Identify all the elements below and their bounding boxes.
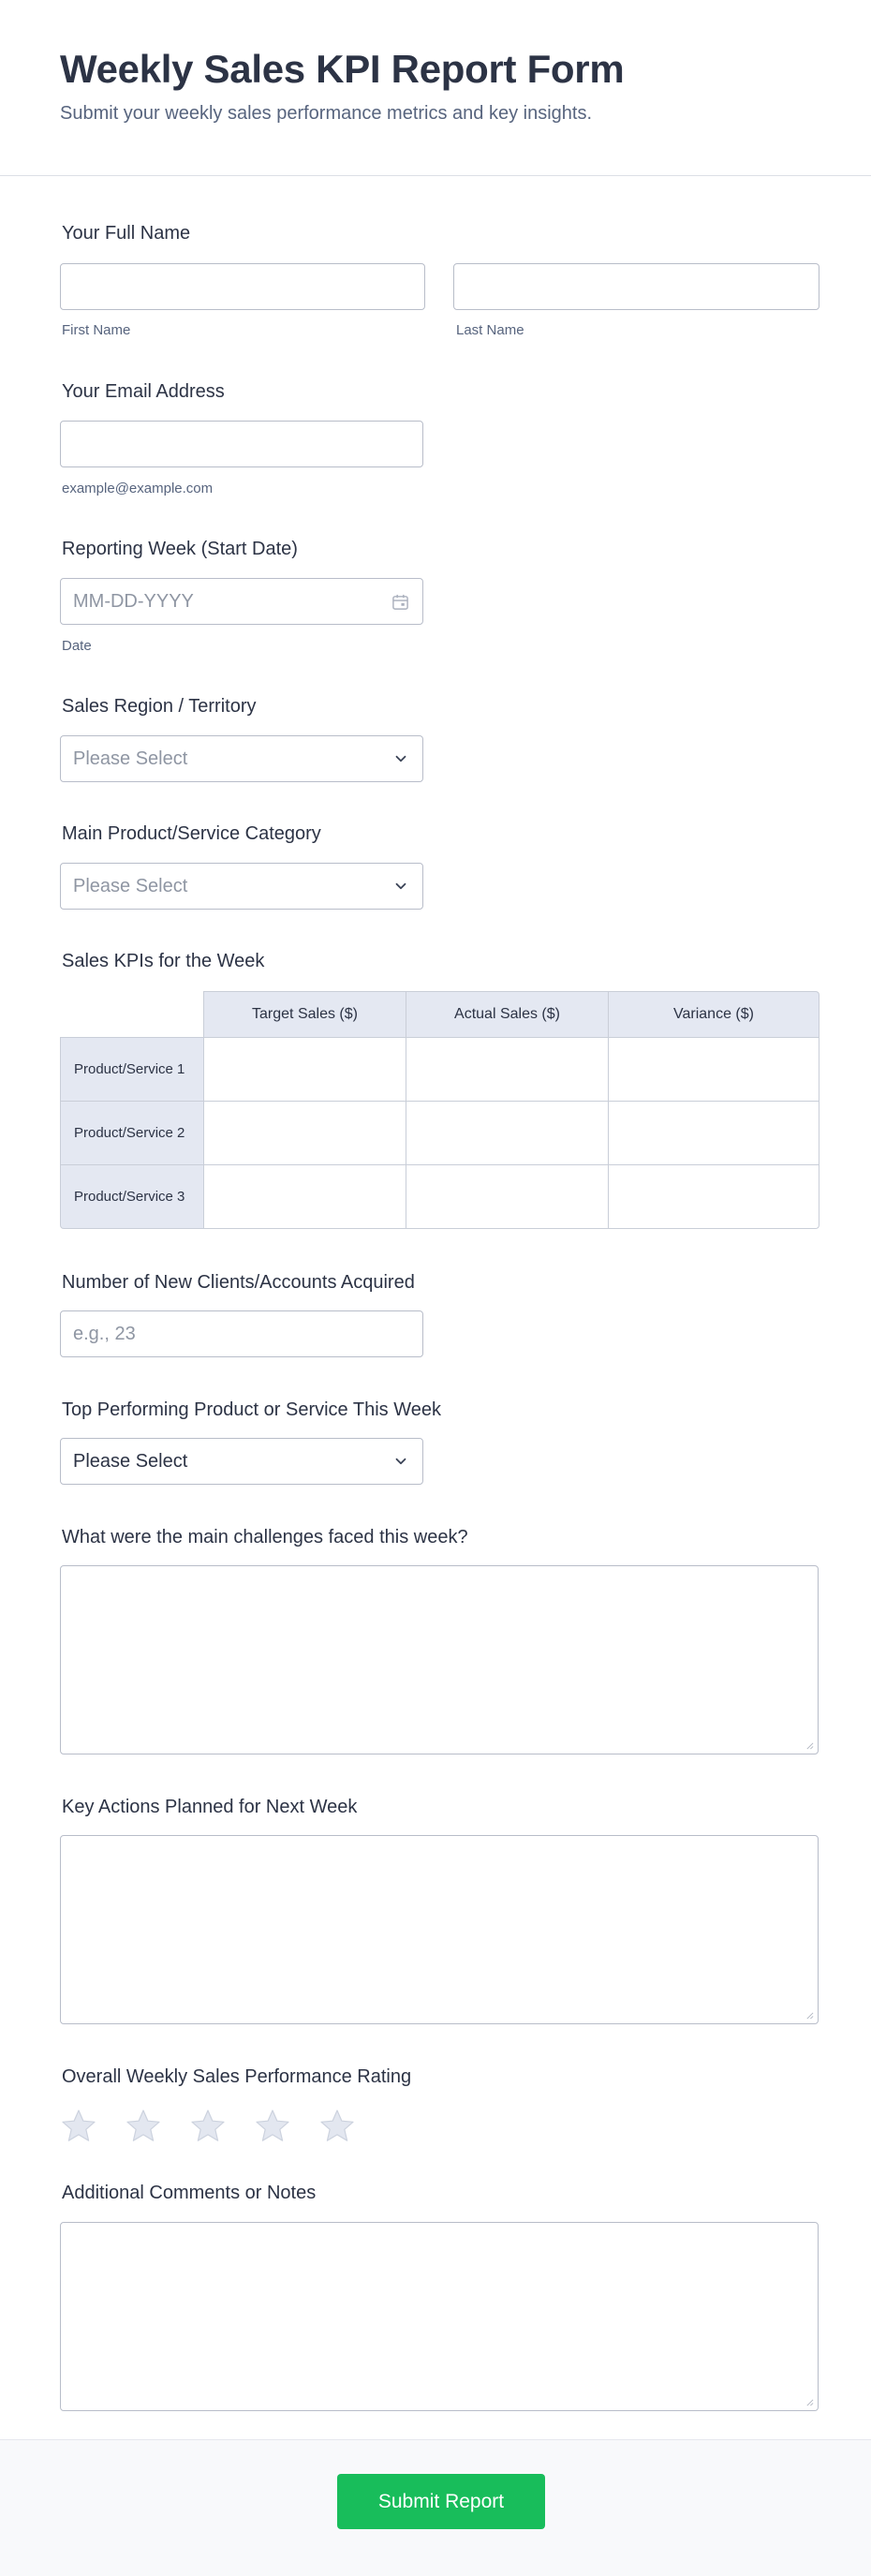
kpi-column-header: Variance ($) — [609, 991, 819, 1038]
kpi-corner-cell — [60, 991, 204, 1038]
star-icon[interactable] — [254, 2108, 291, 2145]
star-icon[interactable] — [189, 2108, 227, 2145]
kpi-cell-input[interactable] — [406, 1102, 609, 1165]
rating-label: Overall Weekly Sales Performance Rating — [62, 2066, 412, 2087]
comments-label: Additional Comments or Notes — [62, 2183, 317, 2203]
email-label: Your Email Address — [62, 381, 225, 402]
reporting-week-label: Reporting Week (Start Date) — [62, 539, 298, 559]
comments-textarea[interactable] — [60, 2222, 819, 2411]
resize-handle-icon[interactable] — [805, 2398, 814, 2406]
new-clients-label: Number of New Clients/Accounts Acquired — [62, 1272, 415, 1293]
kpi-column-header: Actual Sales ($) — [406, 991, 609, 1038]
new-clients-input[interactable] — [60, 1310, 423, 1357]
region-select[interactable] — [60, 735, 423, 782]
date-sublabel: Date — [62, 638, 92, 654]
star-icon[interactable] — [318, 2108, 356, 2145]
full-name-label: Your Full Name — [62, 223, 191, 244]
new-clients-placeholder: e.g., 23 — [73, 1323, 136, 1344]
first-name-sublabel: First Name — [62, 322, 131, 338]
top-product-label: Top Performing Product or Service This Week — [62, 1399, 441, 1420]
kpi-cell-input[interactable] — [204, 1038, 406, 1102]
kpi-cell-input[interactable] — [609, 1038, 819, 1102]
category-select[interactable] — [60, 863, 423, 910]
kpi-row-header: Product/Service 3 — [60, 1165, 204, 1229]
kpi-matrix-table — [60, 991, 819, 1229]
category-label: Main Product/Service Category — [62, 823, 321, 844]
region-label: Sales Region / Territory — [62, 696, 257, 717]
email-sublabel: example@example.com — [62, 481, 214, 496]
calendar-icon[interactable] — [391, 593, 409, 611]
star-icon[interactable] — [60, 2108, 97, 2145]
region-selected-value: Please Select — [73, 748, 188, 769]
kpi-column-header: Target Sales ($) — [204, 991, 406, 1038]
last-name-input[interactable] — [453, 263, 819, 310]
top-product-select[interactable] — [60, 1438, 423, 1485]
first-name-input[interactable] — [60, 263, 425, 310]
star-rating — [60, 2108, 356, 2145]
top-product-selected-value: Please Select — [73, 1450, 188, 1472]
form-subtitle: Submit your weekly sales performance metrics and key insights. — [60, 103, 593, 124]
submit-button[interactable]: Submit Report — [337, 2474, 545, 2529]
kpi-cell-input[interactable] — [406, 1038, 609, 1102]
star-icon[interactable] — [125, 2108, 162, 2145]
reporting-week-date-input[interactable] — [60, 578, 423, 625]
table-row — [60, 1165, 819, 1229]
kpi-table-label: Sales KPIs for the Week — [62, 951, 265, 971]
date-placeholder: MM-DD-YYYY — [73, 590, 194, 612]
challenges-textarea[interactable] — [60, 1565, 819, 1754]
kpi-row-header: Product/Service 1 — [60, 1038, 204, 1102]
form-title: Weekly Sales KPI Report Form — [60, 47, 625, 91]
chevron-down-icon — [392, 1453, 409, 1470]
actions-label: Key Actions Planned for Next Week — [62, 1797, 358, 1817]
table-row — [60, 1038, 819, 1102]
form-header — [0, 0, 871, 176]
chevron-down-icon — [392, 878, 409, 895]
challenges-label: What were the main challenges faced this week? — [62, 1527, 468, 1547]
kpi-cell-input[interactable] — [609, 1165, 819, 1229]
last-name-sublabel: Last Name — [456, 322, 524, 338]
kpi-row-header: Product/Service 2 — [60, 1102, 204, 1165]
kpi-cell-input[interactable] — [204, 1102, 406, 1165]
resize-handle-icon[interactable] — [805, 2011, 814, 2020]
resize-handle-icon[interactable] — [805, 1741, 814, 1750]
kpi-header-row — [60, 991, 819, 1038]
kpi-cell-input[interactable] — [204, 1165, 406, 1229]
actions-textarea[interactable] — [60, 1835, 819, 2024]
email-input[interactable] — [60, 421, 423, 467]
kpi-cell-input[interactable] — [406, 1165, 609, 1229]
table-row — [60, 1102, 819, 1165]
category-selected-value: Please Select — [73, 875, 188, 896]
chevron-down-icon — [392, 750, 409, 767]
kpi-cell-input[interactable] — [609, 1102, 819, 1165]
